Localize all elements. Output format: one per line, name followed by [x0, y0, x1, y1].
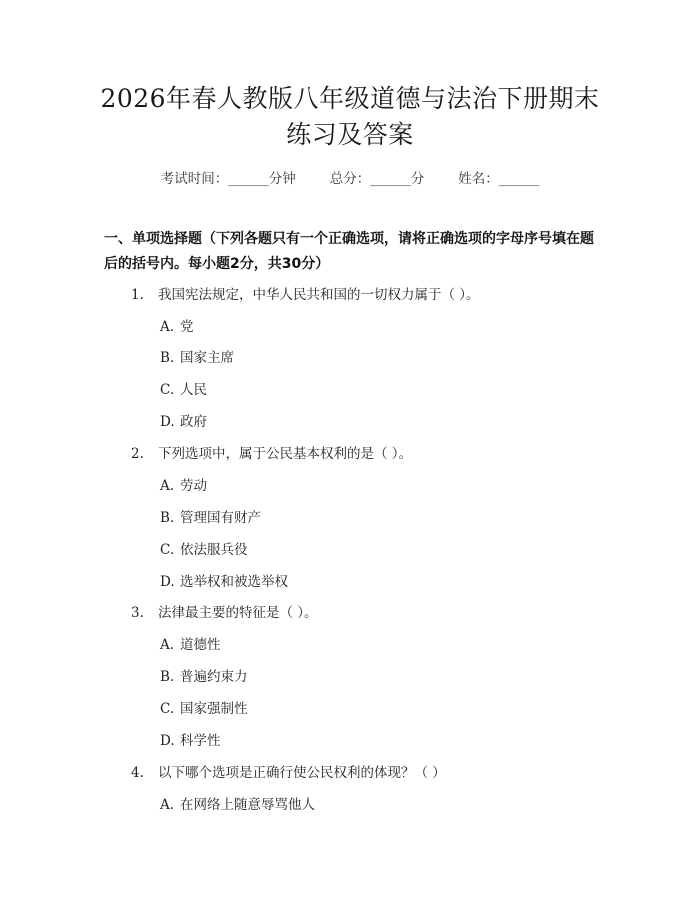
question-text: 法律最主要的特征是（ ）。 — [158, 605, 318, 621]
question-3-option-d — [160, 729, 221, 749]
option-text: 在网络上随意辱骂他人 — [180, 797, 315, 813]
question-4 — [131, 761, 446, 781]
question-2-option-b — [160, 506, 261, 526]
option-text: 普遍约束力 — [180, 669, 248, 685]
question-1-option-c — [160, 378, 207, 398]
option-letter: A. — [160, 319, 175, 335]
option-letter: D. — [160, 414, 175, 430]
question-number: 2. — [131, 446, 144, 462]
option-letter: A. — [160, 797, 175, 813]
question-number: 1. — [131, 287, 144, 303]
option-letter: D. — [160, 574, 175, 590]
question-number: 3. — [131, 605, 144, 621]
exam-meta — [0, 167, 700, 187]
question-2-option-a — [160, 474, 207, 494]
option-text: 科学性 — [180, 733, 221, 749]
option-letter: A. — [160, 478, 175, 494]
option-text: 选举权和被选举权 — [180, 574, 288, 590]
option-letter: D. — [160, 733, 175, 749]
question-2-option-d — [160, 570, 288, 590]
question-2-option-c — [160, 538, 248, 558]
question-2 — [131, 442, 412, 462]
option-letter: B. — [160, 669, 175, 685]
question-text: 下列选项中，属于公民基本权利的是（ ）。 — [158, 446, 413, 462]
option-text: 党 — [180, 319, 194, 335]
question-3-option-a — [160, 633, 221, 653]
page-title-line-1: 2026年春人教版八年级道德与法治下册期末 — [100, 84, 600, 113]
option-text: 劳动 — [180, 478, 207, 494]
option-letter: B. — [160, 510, 175, 526]
option-letter: A. — [160, 637, 175, 653]
exam-time: 考试时间：______分钟 — [160, 171, 296, 187]
option-text: 国家主席 — [180, 350, 234, 366]
option-text: 国家强制性 — [180, 701, 248, 717]
option-text: 人民 — [180, 382, 207, 398]
question-4-option-a — [160, 793, 315, 813]
question-1 — [131, 283, 480, 303]
page-title-line-2: 练习及答案 — [286, 120, 414, 149]
question-text: 我国宪法规定，中华人民共和国的一切权力属于（ ）。 — [158, 287, 480, 303]
option-letter: C. — [160, 542, 175, 558]
question-1-option-d — [160, 410, 207, 430]
option-text: 依法服兵役 — [180, 542, 248, 558]
option-letter: B. — [160, 350, 175, 366]
option-letter: C. — [160, 701, 175, 717]
question-3-option-b — [160, 665, 248, 685]
question-3-option-c — [160, 697, 248, 717]
question-3 — [131, 601, 318, 621]
option-text: 道德性 — [180, 637, 221, 653]
option-text: 管理国有财产 — [180, 510, 261, 526]
total-score: 总分：______分 — [329, 171, 425, 187]
question-1-option-a — [160, 315, 194, 335]
student-name: 姓名：______ — [458, 171, 540, 187]
option-letter: C. — [160, 382, 175, 398]
question-1-option-b — [160, 346, 234, 366]
question-number: 4. — [131, 765, 144, 781]
section-heading: 一、单项选择题（下列各题只有一个正确选项，请将正确选项的字母序号填在题后的括号内。每小题2分，共30分） — [104, 231, 594, 272]
question-text: 以下哪个选项是正确行使公民权利的体现？（ ） — [158, 765, 446, 781]
option-text: 政府 — [180, 414, 207, 430]
